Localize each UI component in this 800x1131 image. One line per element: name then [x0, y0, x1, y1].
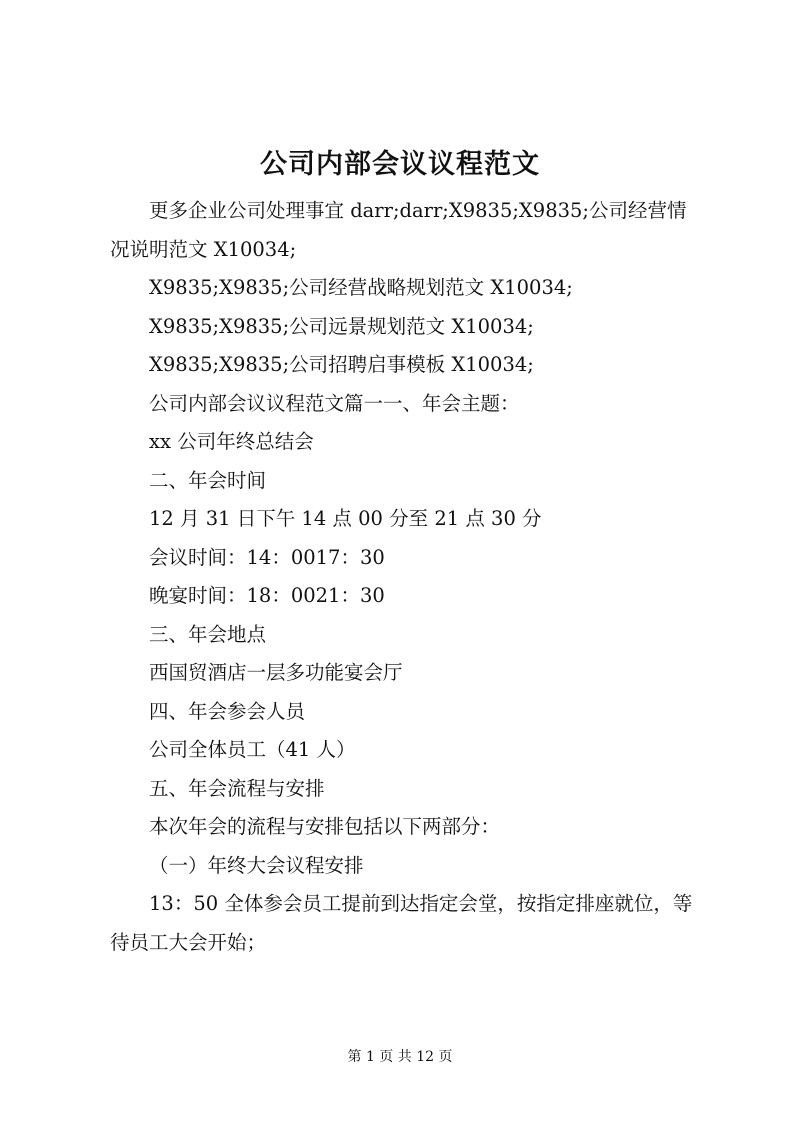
paragraph: X9835;X9835;公司招聘启事模板 X10034;: [149, 353, 534, 376]
paragraph: xx 公司年终总结会: [149, 430, 314, 453]
paragraph: 西国贸酒店一层多功能宴会厅: [149, 661, 403, 684]
sub-heading: （一）年终大会议程安排: [149, 853, 364, 877]
section-heading: 二、年会时间: [149, 468, 267, 492]
paragraph: 13：50 全体参会员工提前到达指定会堂，按指定排座就位，等待员工大会开始；: [110, 892, 693, 954]
paragraph: 本次年会的流程与安排包括以下两部分：: [149, 815, 501, 838]
paragraph: 更多企业公司处理事宜 darr;darr;X9835;X9835;公司经营情况说明范文 X10034;: [110, 199, 687, 261]
paragraph: 公司全体员工（41 人）: [149, 738, 356, 761]
document-body: [110, 192, 700, 962]
document-title: 公司内部会议议程范文: [260, 149, 540, 180]
paragraph: 公司内部会议议程范文篇一一、年会主题：: [149, 391, 520, 415]
paragraph: X9835;X9835;公司经营战略规划范文 X10034;: [149, 276, 573, 299]
section-heading: 四、年会参会人员: [149, 699, 306, 723]
section-heading: 五、年会流程与安排: [149, 776, 325, 800]
paragraph: 会议时间：14：0017：30: [149, 545, 385, 569]
paragraph: 12 月 31 日下午 14 点 00 分至 21 点 30 分: [149, 507, 542, 530]
section-heading: 三、年会地点: [149, 622, 267, 646]
paragraph: 晚宴时间：18：0021：30: [149, 584, 385, 607]
paragraph: X9835;X9835;公司远景规划范文 X10034;: [149, 314, 534, 338]
page-footer: 第 1 页 共 12 页: [347, 1049, 453, 1065]
